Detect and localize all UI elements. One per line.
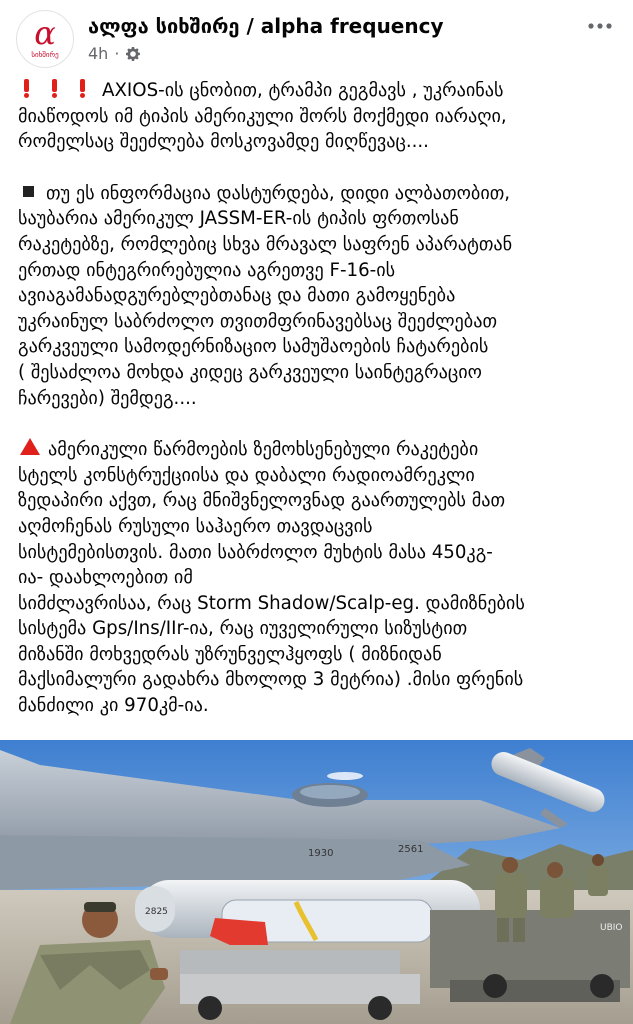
paragraph-2-line: თუ ეს ინფორმაცია დასტურდება, დიდი ალბათობით,: [46, 182, 511, 204]
post-meta: [88, 44, 141, 63]
aircraft-serial: 2561: [398, 844, 424, 855]
alpha-logo-icon: [17, 11, 73, 67]
logo-symbol: α: [34, 14, 56, 52]
warning-triangle-icon: [18, 437, 48, 457]
post-timestamp[interactable]: 4h: [88, 44, 109, 63]
paragraph-3-line: ზედაპირი აქვთ, რაც მნიშვნელოვნად გაართულებს მათ: [18, 490, 506, 512]
paragraph-3: [18, 437, 622, 719]
paragraph-3-line: ამერიკული წარმოების ზემოხსენებული რაკეტები: [48, 439, 479, 461]
gear-icon[interactable]: [125, 46, 141, 62]
paragraph-3-line: სისტემებისთვის. მათი საბრძოლო მუხტის მასა 450კგ-: [18, 541, 493, 563]
post-body: [18, 78, 622, 719]
exclamation-icons: [18, 78, 102, 98]
paragraph-3-line: სიმძლავრისაა, რაც Storm Shadow/Scalp-eg. დამიზნების: [18, 592, 525, 614]
paragraph-3-line: მანძილი კი 970კმ-ია.: [18, 695, 209, 717]
paragraph-1-line: AXIOS-ის ცნობით, ტრამპი გეგმავს , უკრაინას: [102, 80, 504, 101]
paragraph-1-line: რომელსაც შეეძლება მოსკოვამდე მიღწევაც....: [18, 131, 429, 153]
paragraph-2-line: ჩარევები) შემდეგ....: [18, 387, 197, 409]
more-dots-icon: [585, 14, 615, 38]
paragraph-2-line: ერთად ინტეგრირებულია აგრეთვე F-16-ის: [18, 259, 396, 281]
page-avatar[interactable]: [16, 10, 74, 68]
aircraft-missile-photo: [0, 740, 633, 1024]
post-header: [0, 0, 633, 78]
page-name[interactable]: ალფა სიხშირე / alpha frequency: [88, 14, 444, 38]
logo-text: სიხშირე: [31, 51, 59, 59]
paragraph-3-line: სისტემა Gps/Ins/IIr-ია, რაც იუველირული სიზუსტით: [18, 618, 468, 640]
paragraph-3-line: ია- დაახლოებით იმ: [18, 567, 193, 589]
paragraph-2-line: რაკეტებზე, რომლებიც სხვა მრავალ საფრენ აპარატთან: [18, 233, 513, 255]
post-photo[interactable]: [0, 740, 633, 1024]
paragraph-2-line: ავიაგამანადგურებლებთანაც და მათი გამოყენება: [18, 285, 456, 307]
paragraph-2-line: საუბარია ამერიკულ JASSM-ER-ის ტიპის ფრთოსან: [18, 208, 459, 230]
paragraph-1: [18, 78, 622, 155]
paragraph-3-line: აღმოჩენას რუსული საჰაერო თავდაცვის: [18, 515, 373, 537]
black-square-icon: [18, 183, 46, 201]
meta-separator: ·: [114, 44, 120, 63]
pod-serial: 2825: [145, 907, 168, 917]
aircraft-serial: 1930: [308, 848, 334, 859]
paragraph-1-line: მიაწოდოს იმ ტიპის ამერიკული შორს მოქმედი იარაღი,: [18, 105, 507, 127]
paragraph-3-line: სტელს კონსტრუქციისა და დაბალი რადიოამრეკლი: [18, 464, 475, 486]
more-options-button[interactable]: [585, 14, 615, 38]
paragraph-2-line: ( შესაძლოა მოხდა კიდეც გარკვეული საინტეგრაციო: [18, 361, 482, 383]
paragraph-2: [18, 181, 622, 411]
paragraph-3-line: მიზანში მოხვედრას უზრუნველჰყოფს ( მიზნიდან: [18, 643, 442, 665]
cart-label: UBIO: [600, 923, 623, 933]
paragraph-3-line: მაქსიმალური გადახრა მხოლოდ 3 მეტრია) .მისი ფრენის: [18, 669, 524, 691]
paragraph-2-line: გარკვეული სამოდერნიზაციო სამუშაოების ჩატარების: [18, 336, 489, 358]
paragraph-2-line: უკრაინულ საბრძოლო თვითმფრინავებსაც შეეძლებათ: [18, 310, 498, 332]
